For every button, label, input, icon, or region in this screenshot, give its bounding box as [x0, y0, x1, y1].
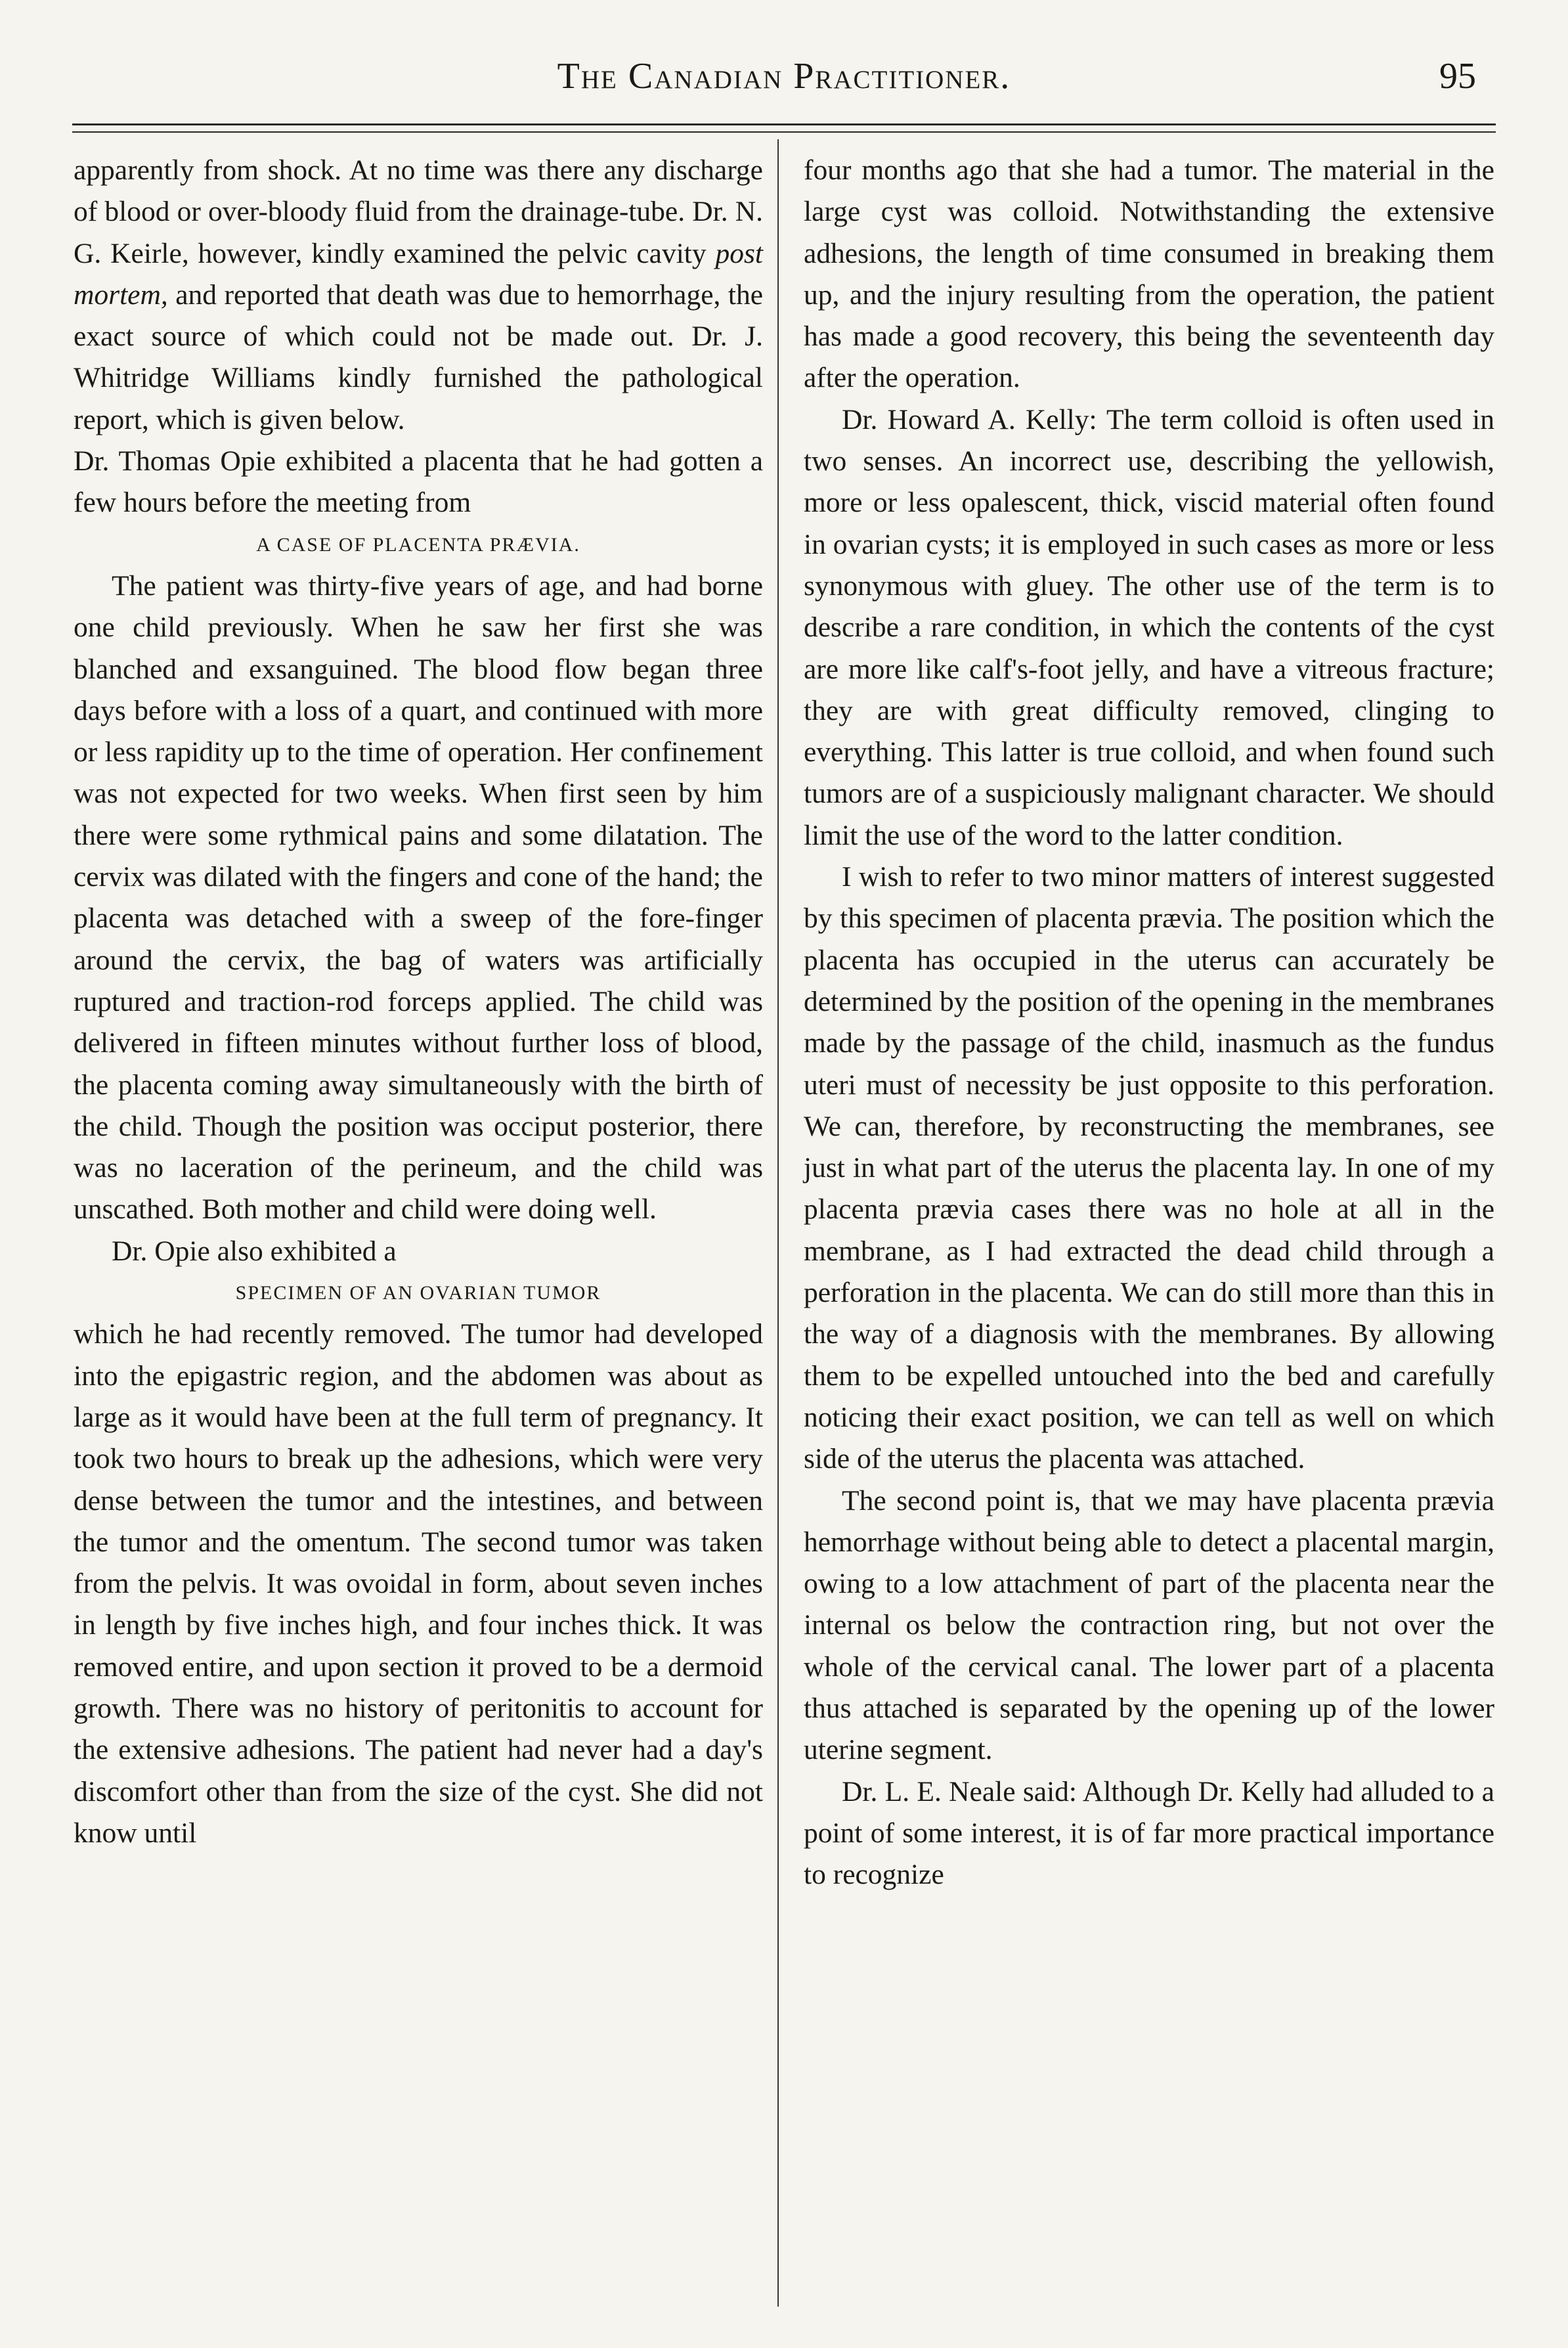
paragraph: The second point is, that we may have placenta prævia hemorrhage without being able to detect a placental margin, owing to a low attachment of part of the placenta near the internal os below the contraction ring, but not over the whole of the cervical canal. The lower part of a placenta thus attached is separated by the opening up of the lower uterine segment.	[804, 1484, 1494, 1766]
paragraph: Dr. Thomas Opie exhibited a placenta that he had gotten a few hours before the meeting from	[74, 445, 763, 519]
text-run: apparently from shock. At no time was there any discharge of blood or over-bloody fluid from the drainage-tube. Dr. N. G. Keirle, however, kindly examined the pelvic cavity	[74, 154, 763, 269]
left-column	[74, 150, 763, 1854]
paragraph: Dr. Howard A. Kelly: The term colloid is often used in two senses. An incorrect use, describing the yellowish, more or less opalescent, thick, viscid material often found in ovarian cysts; it is employed in such cases as more or less synonymous with gluey. The other use of the term is to describe a rare condition, in which the contents of the cyst are more like calf's-foot jelly, and have a vitreous fracture; they are with great difficulty removed, clinging to everything. This latter is true colloid, and when found such tumors are of a suspiciously malignant character. We should limit the use of the word to the latter condition.	[804, 403, 1494, 851]
running-head	[72, 51, 1496, 110]
paragraph: I wish to refer to two minor matters of interest suggested by this specimen of placenta prævia. The position which the placenta has occupied in the uterus can accurately be determined by the position of the opening in the membranes made by the passage of the child, inasmuch as the fundus uteri must of necessity be just opposite to this perforation. We can, therefore, by reconstructing the membranes, see just in what part of the uterus the placenta lay. In one of my placenta prævia cases there was no hole at all in the membrane, as I had extracted the dead child through a perforation in the placenta. We can do still more than this in the way of a diagnosis with the membranes. By allowing them to be expelled untouched into the bed and carefully noticing their exact position, we can tell as well on which side of the uterus the placenta was attached.	[804, 861, 1494, 1475]
paragraph: which he had recently removed. The tumor had developed into the epigastric region, and the abdomen was about as large as it would have been at the full term of pregnancy. It took two hours to break up the adhesions, which were very dense between the tumor and the intestines, and between the tumor and the omentum. The second tumor was taken from the pelvis. It was ovoidal in form, about seven inches in length by five inches high, and four inches thick. It was removed entire, and upon section it proved to be a dermoid growth. There was no history of peritonitis to account for the extensive adhesions. The patient had never had a day's discomfort other than from the size of the cyst. She did not know until	[74, 1318, 763, 1849]
section-heading-placenta-praevia: A CASE OF PLACENTA PRÆVIA.	[256, 533, 580, 556]
paragraph: Dr. Opie also exhibited a	[112, 1235, 397, 1267]
page-number: 95	[1439, 56, 1476, 97]
paragraph	[74, 150, 763, 441]
header-rule-thin	[72, 131, 1496, 133]
section-heading-ovarian-tumor: SPECIMEN OF AN OVARIAN TUMOR	[235, 1282, 601, 1304]
paragraph: The patient was thirty-five years of age, and had borne one child previously. When he saw her first she was blanched and exsanguined. The blood flow began three days before with a loss of a quart, and continued with more or less rapidity up to the time of operation. Her confinement was not expected for two weeks. When first seen by him there were some rythmical pains and some dilatation. The cervix was dilated with the fingers and cone of the hand; the placenta was detached with a sweep of the fore-finger around the cervix, the bag of waters was artificially ruptured and traction-rod forceps applied. The child was delivered in fifteen minutes without further loss of blood, the placenta coming away simultaneously with the birth of the child. Though the position was occiput posterior, there was no laceration of the perineum, and the child was unscathed. Both mother and child were doing well.	[74, 569, 763, 1226]
paragraph: Dr. L. E. Neale said: Although Dr. Kelly had alluded to a point of some interest, it is of far more practical importance to recognize	[804, 1775, 1494, 1891]
column-divider	[777, 139, 779, 2307]
journal-title: The Canadian Practitioner.	[557, 56, 1011, 97]
text-run: and reported that death was due to hemorrhage, the exact source of which could not be made out. Dr. J. Whitridge Williams kindly furnished the pathological report, which is given below.	[74, 278, 764, 435]
right-column	[804, 150, 1494, 1895]
italic-phrase: post mortem,	[74, 237, 763, 311]
header-rule	[72, 123, 1496, 125]
paragraph: four months ago that she had a tumor. The material in the large cyst was colloid. Notwithstanding the extensive adhesions, the length of time consumed in breaking them up, and the injury resulting from the operation, the patient has made a good recovery, this being the seventeenth day after the operation.	[804, 154, 1494, 394]
